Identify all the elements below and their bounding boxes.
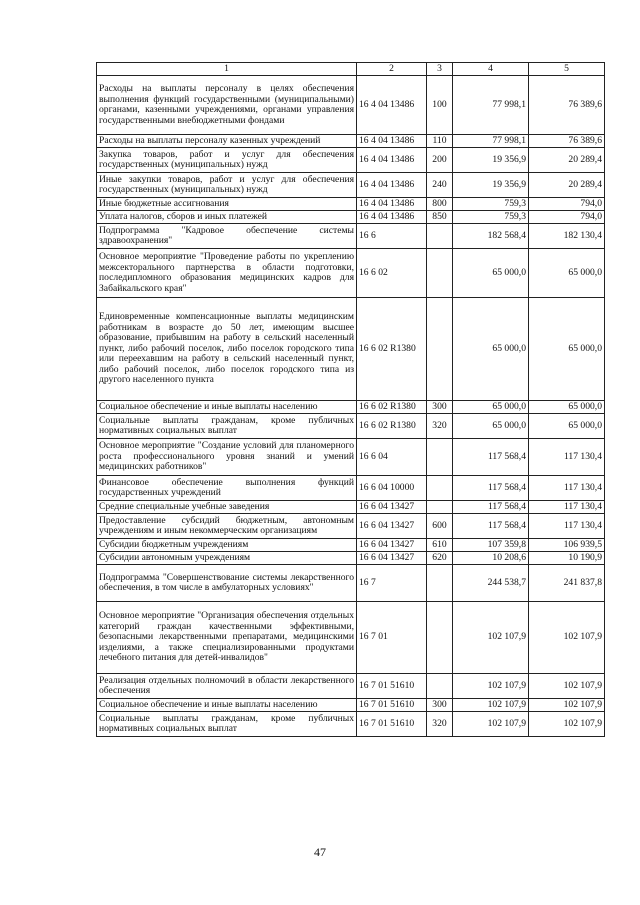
row-code: 16 6 04 13427 (357, 552, 427, 565)
table-row (97, 674, 605, 699)
row-value-year2: 794,0 (529, 211, 605, 224)
row-code: 16 6 02 R1380 (357, 414, 427, 439)
row-value-year1: 117 568,4 (453, 476, 529, 501)
row-value-year1: 107 359,8 (453, 539, 529, 552)
row-name: Средние специальные учебные заведения (97, 501, 357, 514)
row-value-year1: 65 000,0 (453, 401, 529, 414)
col-header-4: 4 (453, 63, 529, 76)
row-expense-type: 200 (427, 148, 453, 173)
table-row (97, 148, 605, 173)
row-value-year2: 117 130,4 (529, 439, 605, 476)
row-expense-type (427, 476, 453, 501)
row-expense-type: 300 (427, 401, 453, 414)
row-expense-type (427, 565, 453, 602)
table-row (97, 565, 605, 602)
row-name: Основное мероприятие "Создание условий для планомерного роста профессионального уровня знаний и умений медицинских работников" (97, 439, 357, 476)
row-value-year1: 102 107,9 (453, 699, 529, 712)
row-name: Иные закупки товаров, работ и услуг для обеспечения государственных (муниципальных) нужд (97, 173, 357, 198)
table-row (97, 135, 605, 148)
row-name: Подпрограмма "Совершенствование системы лекарственного обеспечения, в том числе в амбулаторных условиях" (97, 565, 357, 602)
row-code: 16 6 (357, 224, 427, 249)
row-name: Уплата налогов, сборов и иных платежей (97, 211, 357, 224)
row-value-year1: 117 568,4 (453, 439, 529, 476)
table-row (97, 401, 605, 414)
row-name: Социальные выплаты гражданам, кроме публичных нормативных социальных выплат (97, 414, 357, 439)
budget-table (96, 62, 605, 737)
table-row (97, 414, 605, 439)
row-expense-type (427, 602, 453, 674)
row-code: 16 6 02 R1380 (357, 401, 427, 414)
table-row (97, 476, 605, 501)
row-value-year1: 77 998,1 (453, 76, 529, 135)
row-code: 16 4 04 13486 (357, 198, 427, 211)
table-row (97, 514, 605, 539)
row-value-year2: 794,0 (529, 198, 605, 211)
row-code: 16 7 01 51610 (357, 699, 427, 712)
table-row (97, 249, 605, 298)
row-name: Реализация отдельных полномочий в области лекарственного обеспечения (97, 674, 357, 699)
row-expense-type (427, 439, 453, 476)
row-name: Предоставление субсидий бюджетным, автономным учреждениям и иным некоммерческим организациям (97, 514, 357, 539)
table-row (97, 712, 605, 737)
row-name: Субсидии бюджетным учреждениям (97, 539, 357, 552)
row-value-year1: 102 107,9 (453, 602, 529, 674)
table-row (97, 173, 605, 198)
row-value-year2: 65 000,0 (529, 298, 605, 401)
row-value-year1: 77 998,1 (453, 135, 529, 148)
row-name: Основное мероприятие "Проведение работы по укреплению межсекторального партнерства в области подготовки, последипломного образования медицинских кадров для Забайкальского края" (97, 249, 357, 298)
row-code: 16 7 01 (357, 602, 427, 674)
row-expense-type: 610 (427, 539, 453, 552)
row-value-year2: 102 107,9 (529, 699, 605, 712)
row-name: Социальное обеспечение и иные выплаты населению (97, 401, 357, 414)
row-value-year2: 20 289,4 (529, 148, 605, 173)
row-value-year2: 117 130,4 (529, 514, 605, 539)
row-code: 16 7 01 51610 (357, 712, 427, 737)
row-value-year1: 65 000,0 (453, 414, 529, 439)
row-value-year1: 182 568,4 (453, 224, 529, 249)
row-expense-type: 110 (427, 135, 453, 148)
table-row (97, 198, 605, 211)
row-code: 16 6 04 (357, 439, 427, 476)
row-value-year1: 19 356,9 (453, 173, 529, 198)
table-row (97, 439, 605, 476)
row-value-year2: 182 130,4 (529, 224, 605, 249)
row-value-year2: 102 107,9 (529, 602, 605, 674)
row-code: 16 6 02 (357, 249, 427, 298)
row-code: 16 4 04 13486 (357, 173, 427, 198)
row-code: 16 7 (357, 565, 427, 602)
row-code: 16 4 04 13486 (357, 76, 427, 135)
row-value-year1: 65 000,0 (453, 249, 529, 298)
row-value-year2: 65 000,0 (529, 401, 605, 414)
page-number: 47 (314, 845, 326, 859)
row-value-year1: 10 208,6 (453, 552, 529, 565)
row-name: Основное мероприятие "Организация обеспечения отдельных категорий граждан качественными эффективными, безопасными лекарственными препаратами, медицинскими изделиями, а также специализированными продуктами лечебного питания для детей-инвалидов" (97, 602, 357, 674)
row-value-year1: 19 356,9 (453, 148, 529, 173)
row-code: 16 6 04 13427 (357, 539, 427, 552)
row-value-year2: 102 107,9 (529, 712, 605, 737)
row-name: Расходы на выплаты персоналу в целях обеспечения выполнения функций государственными (муниципальными) органами, казенными учреждениями, органами управления государственными внебюджетными фондами (97, 76, 357, 135)
row-code: 16 7 01 51610 (357, 674, 427, 699)
row-code: 16 4 04 13486 (357, 135, 427, 148)
row-value-year2: 76 389,6 (529, 76, 605, 135)
row-expense-type: 320 (427, 712, 453, 737)
row-value-year1: 102 107,9 (453, 712, 529, 737)
row-name: Финансовое обеспечение выполнения функций государственных учреждений (97, 476, 357, 501)
row-value-year2: 117 130,4 (529, 476, 605, 501)
row-expense-type: 600 (427, 514, 453, 539)
row-expense-type: 300 (427, 699, 453, 712)
row-code: 16 6 02 R1380 (357, 298, 427, 401)
row-name: Единовременные компенсационные выплаты медицинским работникам в возрасте до 50 лет, имеющим высшее образование, прибывшим на работу в сельский населенный пункт, либо рабочий поселок, либо поселок городского типа или переехавшим на работу в сельский населенный пункт, либо рабочий поселок, либо поселок городского типа из другого населенного пункта (97, 298, 357, 401)
row-value-year2: 65 000,0 (529, 249, 605, 298)
col-header-2: 2 (357, 63, 427, 76)
row-expense-type (427, 298, 453, 401)
row-code: 16 4 04 13486 (357, 148, 427, 173)
table-row (97, 224, 605, 249)
col-header-1: 1 (97, 63, 357, 76)
row-expense-type: 240 (427, 173, 453, 198)
row-name: Расходы на выплаты персоналу казенных учреждений (97, 135, 357, 148)
row-value-year2: 65 000,0 (529, 414, 605, 439)
col-header-3: 3 (427, 63, 453, 76)
row-code: 16 6 04 13427 (357, 514, 427, 539)
col-header-5: 5 (529, 63, 605, 76)
row-value-year2: 117 130,4 (529, 501, 605, 514)
row-name: Закупка товаров, работ и услуг для обеспечения государственных (муниципальных) нужд (97, 148, 357, 173)
row-code: 16 4 04 13486 (357, 211, 427, 224)
table-row (97, 76, 605, 135)
row-value-year2: 76 389,6 (529, 135, 605, 148)
row-value-year2: 106 939,5 (529, 539, 605, 552)
table-row (97, 699, 605, 712)
row-value-year1: 244 538,7 (453, 565, 529, 602)
row-name: Социальное обеспечение и иные выплаты населению (97, 699, 357, 712)
row-name: Субсидии автономным учреждениям (97, 552, 357, 565)
table-row (97, 501, 605, 514)
row-expense-type: 620 (427, 552, 453, 565)
row-value-year1: 117 568,4 (453, 501, 529, 514)
row-expense-type (427, 501, 453, 514)
row-expense-type: 320 (427, 414, 453, 439)
row-expense-type: 850 (427, 211, 453, 224)
row-expense-type: 100 (427, 76, 453, 135)
row-expense-type (427, 224, 453, 249)
row-code: 16 6 04 10000 (357, 476, 427, 501)
table-row (97, 539, 605, 552)
row-value-year1: 102 107,9 (453, 674, 529, 699)
row-value-year1: 759,3 (453, 198, 529, 211)
table-row (97, 602, 605, 674)
row-value-year1: 65 000,0 (453, 298, 529, 401)
row-value-year2: 241 837,8 (529, 565, 605, 602)
row-name: Социальные выплаты гражданам, кроме публичных нормативных социальных выплат (97, 712, 357, 737)
row-code: 16 6 04 13427 (357, 501, 427, 514)
row-value-year1: 759,3 (453, 211, 529, 224)
table-row (97, 552, 605, 565)
row-expense-type (427, 249, 453, 298)
row-name: Иные бюджетные ассигнования (97, 198, 357, 211)
row-value-year2: 102 107,9 (529, 674, 605, 699)
table-row (97, 211, 605, 224)
row-value-year2: 10 190,9 (529, 552, 605, 565)
table-row (97, 298, 605, 401)
row-value-year1: 117 568,4 (453, 514, 529, 539)
header-row (97, 63, 605, 76)
row-expense-type: 800 (427, 198, 453, 211)
row-value-year2: 20 289,4 (529, 173, 605, 198)
row-name: Подпрограмма "Кадровое обеспечение системы здравоохранения" (97, 224, 357, 249)
row-expense-type (427, 674, 453, 699)
